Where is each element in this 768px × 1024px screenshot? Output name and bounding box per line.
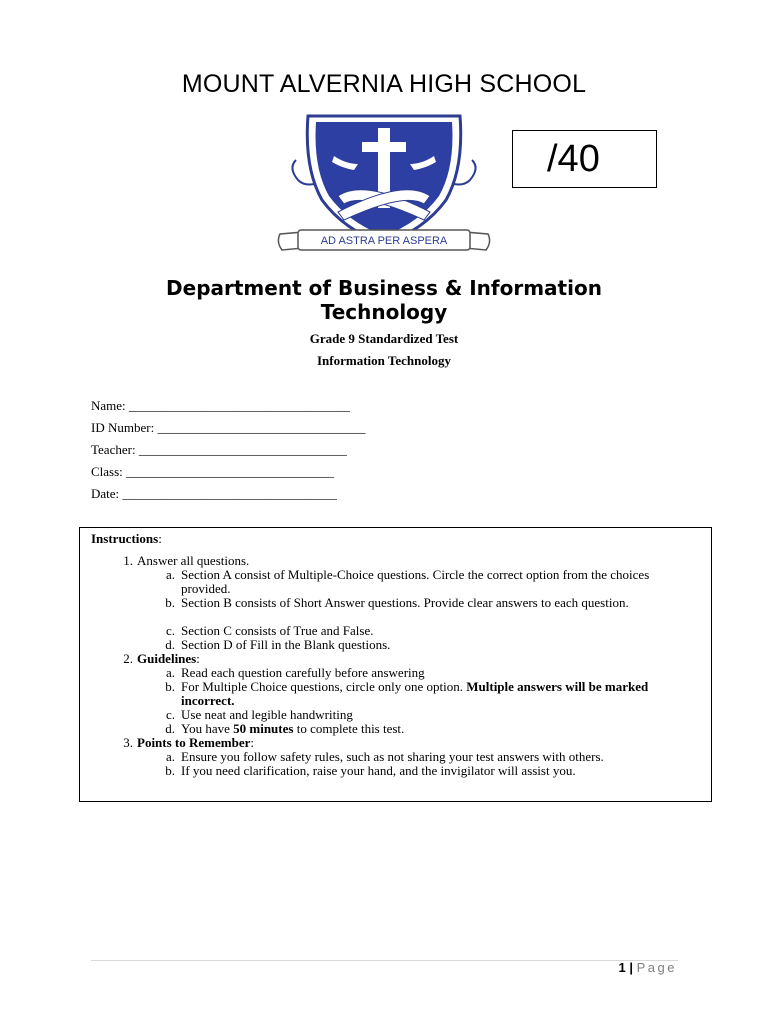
field-blank: _________________________________ <box>122 486 337 501</box>
instructions-box <box>79 527 712 802</box>
school-crest-logo <box>274 108 494 260</box>
name-field[interactable] <box>91 397 365 419</box>
instruction-item-3: 3. Points to Remember: <box>123 735 254 750</box>
field-blank: ________________________________ <box>157 420 366 435</box>
page-footer <box>619 960 678 975</box>
instruction-2b: b. For Multiple Choice questions, circle only one option. Multiple answers will be marked incorrect. <box>165 679 649 708</box>
field-label: Class: <box>91 464 123 479</box>
school-name: MOUNT ALVERNIA HIGH SCHOOL <box>181 70 587 98</box>
instruction-3a: a. Ensure you follow safety rules, such as not sharing your test answers with others. <box>165 749 604 764</box>
field-blank: ________________________________ <box>126 464 335 479</box>
instruction-2d: d. You have 50 minutes to complete this test. <box>165 721 405 736</box>
instruction-item-2: 2. Guidelines: <box>123 651 200 666</box>
instruction-item-1: 1. Answer all questions. <box>123 553 250 568</box>
instructions-heading: Instructions: <box>91 531 162 546</box>
field-label: Date: <box>91 486 120 501</box>
field-blank: __________________________________ <box>128 398 350 413</box>
page-separator: | <box>629 960 633 975</box>
department-title: Department of Business & Information Technology <box>166 276 602 324</box>
instruction-1d: d. Section D of Fill in the Blank questions. <box>165 637 391 652</box>
teacher-field[interactable] <box>91 441 365 463</box>
field-label: ID Number: <box>91 420 155 435</box>
page-number: 1 <box>618 960 626 975</box>
subject-name: Information Technology <box>317 353 451 368</box>
score-box: /40 <box>512 130 657 188</box>
page-label: Page <box>636 960 677 975</box>
field-blank: ________________________________ <box>138 442 347 457</box>
crest-motto: AD ASTRA PER ASPERA <box>320 235 448 247</box>
instruction-2a: a. Read each question carefully before answering <box>165 665 425 680</box>
field-label: Name: <box>91 398 126 413</box>
student-info-fields <box>91 397 365 507</box>
footer-divider <box>91 960 678 961</box>
class-field[interactable] <box>91 463 365 485</box>
id-number-field[interactable] <box>91 419 365 441</box>
date-field[interactable] <box>91 485 365 507</box>
test-name: Grade 9 Standardized Test <box>309 331 459 346</box>
instruction-1c: c. Section C consists of True and False. <box>165 623 374 638</box>
instruction-1a: a. Section A consist of Multiple-Choice questions. Circle the correct option from the choices provided. <box>165 567 650 596</box>
instruction-2c: c. Use neat and legible handwriting <box>165 707 353 722</box>
field-label: Teacher: <box>91 442 136 457</box>
instruction-1b: b. Section B consists of Short Answer questions. Provide clear answers to each question. <box>165 595 629 610</box>
instruction-3b: b. If you need clarification, raise your hand, and the invigilator will assist you. <box>165 763 576 778</box>
